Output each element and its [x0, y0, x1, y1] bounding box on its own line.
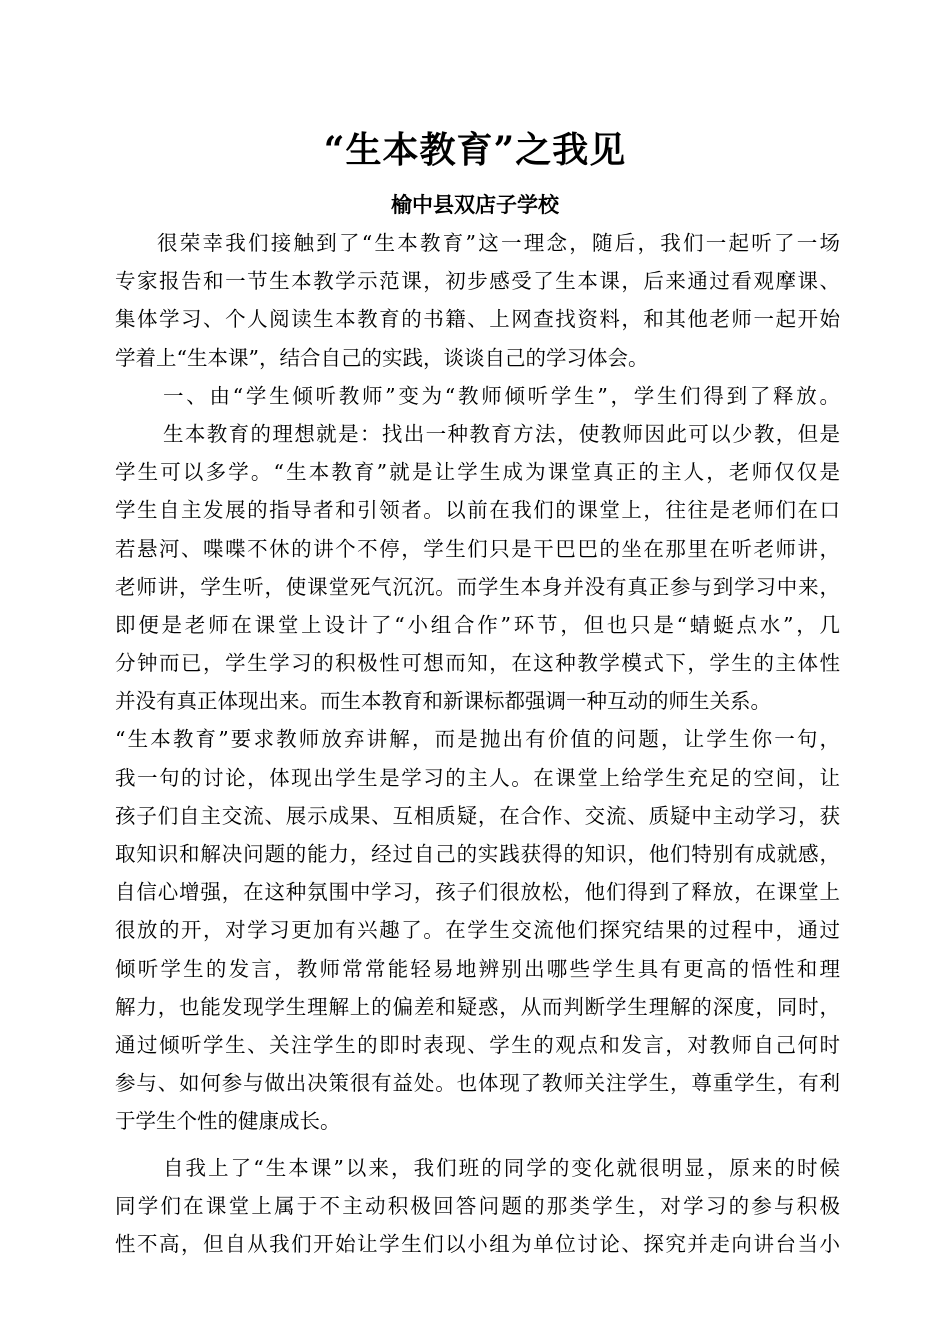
paragraph-line: 很放的开，对学习更加有兴趣了。在学生交流他们探究结果的过程中，通过 — [115, 918, 840, 943]
paragraph-line: 学生可以多学。“生本教育”就是让学生成为课堂真正的主人，老师仅仅是 — [115, 460, 840, 485]
section-heading: 一、由“学生倾听教师”变为“教师倾听学生”，学生们得到了释放。 — [163, 383, 840, 408]
paragraph-line: 我一句的讨论，体现出学生是学习的主人。在课堂上给学生充足的空间，让 — [115, 765, 840, 790]
document-title: “生本教育”之我见 — [323, 129, 627, 171]
author-school: 榆中县双店子学校 — [391, 192, 559, 217]
paragraph-line: 老师讲，学生听，使课堂死气沉沉。而学生本身并没有真正参与到学习中来， — [115, 574, 840, 599]
paragraph-line: 性不高，但自从我们开始让学生们以小组为单位讨论、探究并走向讲台当小 — [115, 1231, 840, 1256]
paragraph-line: 并没有真正体现出来。而生本教育和新课标都强调一种互动的师生关系。 — [115, 689, 771, 714]
paragraph-line: 通过倾听学生、关注学生的即时表现、学生的观点和发言，对教师自己何时 — [115, 1032, 840, 1057]
document-body — [115, 224, 840, 1263]
paragraph-line: 即便是老师在课堂上设计了“小组合作”环节，但也只是“蜻蜓点水”，几 — [115, 612, 840, 637]
paragraph-line: 同学们在课堂上属于不主动积极回答问题的那类学生，对学习的参与积极 — [115, 1193, 840, 1218]
paragraph-line: 学生自主发展的指导者和引领者。以前在我们的课堂上，往往是老师们在口 — [115, 498, 840, 523]
paragraph-line: 专家报告和一节生本教学示范课，初步感受了生本课，后来通过看观摩课、 — [115, 269, 840, 294]
paragraph-line: 生本教育的理想就是：找出一种教育方法，使教师因此可以少教，但是 — [163, 421, 840, 446]
paragraph-line: 学着上“生本课”，结合自己的实践，谈谈自己的学习体会。 — [115, 345, 649, 370]
paragraph-line: 孩子们自主交流、展示成果、互相质疑，在合作、交流、质疑中主动学习，获 — [115, 803, 840, 828]
paragraph-line: 很荣幸我们接触到了“生本教育”这一理念，随后，我们一起听了一场 — [157, 231, 840, 255]
paragraph-line: “生本教育”要求教师放弃讲解，而是抛出有价值的问题，让学生你一句， — [115, 727, 840, 752]
paragraph-line: 取知识和解决问题的能力，经过自己的实践获得的知识，他们特别有成就感， — [115, 842, 840, 866]
paragraph-line: 于学生个性的健康成长。 — [115, 1109, 341, 1134]
paragraph-line: 若悬河、喋喋不休的讲个不停，学生们只是干巴巴的坐在那里在听老师讲， — [115, 536, 840, 561]
paragraph-line: 分钟而已，学生学习的积极性可想而知，在这种教学模式下，学生的主体性 — [115, 651, 840, 676]
paragraph-line: 集体学习、个人阅读生本教育的书籍、上网查找资料，和其他老师一起开始 — [115, 307, 840, 332]
paragraph-line: 自信心增强，在这种氛围中学习，孩子们很放松，他们得到了释放，在课堂上 — [115, 880, 840, 905]
paragraph-gap — [115, 1141, 840, 1149]
paragraph-line: 倾听学生的发言，教师常常能轻易地辨别出哪些学生具有更高的悟性和理 — [115, 956, 840, 981]
paragraph-line: 解力，也能发现学生理解上的偏差和疑惑，从而判断学生理解的深度，同时， — [115, 994, 840, 1019]
paragraph-line: 自我上了“生本课”以来，我们班的同学的变化就很明显，原来的时候 — [163, 1155, 840, 1180]
paragraph-line: 参与、如何参与做出决策很有益处。也体现了教师关注学生，尊重学生，有利 — [115, 1071, 840, 1096]
